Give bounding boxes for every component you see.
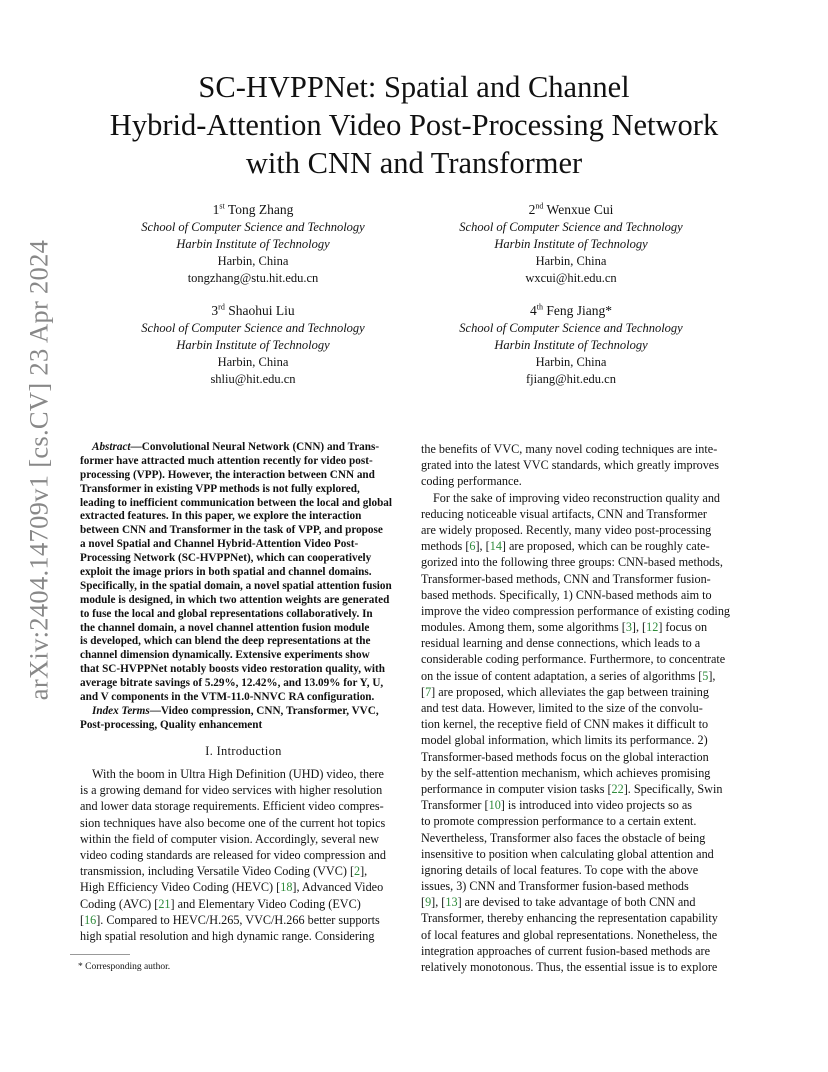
author-dept: School of Computer Science and Technology	[141, 220, 365, 234]
text-line: is a growing demand for video services with higher resolution	[80, 783, 383, 798]
text-line: model global information, which limits its performance. 2)	[421, 733, 708, 748]
author-block	[421, 200, 721, 287]
text-line: considerable coding performance. Furthermore, to concentrate	[421, 652, 726, 667]
text-line: and test data. However, limited to the size of the convolu-	[421, 701, 703, 715]
author-inst: Harbin Institute of Technology	[494, 338, 648, 352]
footnote-rule	[70, 954, 130, 955]
text-line: Nevertheless, Transformer also faces the obstacle of being	[421, 830, 706, 845]
arxiv-sidebar	[14, 239, 64, 701]
text-line: Index Terms—Video compression, CNN, Transformer, VVC,	[92, 704, 379, 717]
text-line: insensitive to position when calculating global attention and	[421, 846, 714, 861]
text-line: former have attracted much attention recently for video post-	[80, 454, 373, 467]
author-block	[421, 301, 721, 388]
text-line: and lower data storage requirements. Efficient video compres-	[80, 799, 384, 814]
text-line: relatively monotonous. Thus, the essential issue is to explore	[421, 960, 718, 974]
footnote: * Corresponding author.	[78, 962, 171, 972]
text-line: of local features and global representations. Nonetheless, the	[421, 927, 718, 942]
text-line: module is designed, in which two attention weights are generated	[80, 593, 390, 606]
title-line: Hybrid-Attention Video Post-Processing Network	[109, 108, 719, 142]
author-city: Harbin, China	[535, 254, 607, 268]
text-line: processing (VPP). However, the interaction between CNN and	[80, 468, 375, 481]
author-block	[103, 200, 403, 287]
text-line: Coding (AVC) [21] and Elementary Video Coding (EVC)	[80, 896, 361, 911]
arxiv-id: arXiv:2404.14709v1 [cs.CV] 23 Apr 2024	[23, 239, 54, 701]
text-line: exploit the image priors in both spatial and channel domains.	[80, 566, 372, 579]
text-line: between CNN and Transformer in the task of VPP, and propose	[80, 524, 383, 537]
text-line: Specifically, in the spatial domain, a novel spatial attention fusion	[80, 579, 392, 592]
intro-text	[80, 766, 407, 944]
author-inst: Harbin Institute of Technology	[176, 338, 330, 352]
text-line: High Efficiency Video Coding (HEVC) [18], Advanced Video	[80, 880, 384, 895]
author-dept: School of Computer Science and Technology	[141, 321, 365, 335]
intro-left-column	[80, 766, 407, 944]
author-dept: School of Computer Science and Technology	[459, 220, 683, 234]
text-line: transmission, including Versatile Video Coding (VVC) [2],	[80, 864, 368, 879]
text-line: modules. Among them, some algorithms [3], [12] focus on	[421, 620, 708, 635]
author-email: tongzhang@stu.hit.edu.cn	[187, 271, 319, 285]
text-line: With the boom in Ultra High Definition (UHD) video, there	[92, 767, 384, 781]
abstract	[80, 441, 407, 733]
text-line: to fuse the local and global representations collaboratively. In	[80, 607, 373, 620]
author-block	[103, 301, 403, 388]
text-line: Post-processing, Quality enhancement	[80, 718, 263, 731]
author-city: Harbin, China	[217, 355, 289, 369]
text-line: leading to inefficient communication between the local and global	[80, 496, 392, 509]
author-inst: Harbin Institute of Technology	[494, 237, 648, 251]
author-email: wxcui@hit.edu.cn	[525, 271, 617, 285]
author-city: Harbin, China	[217, 254, 289, 268]
author-name: 2nd Wenxue Cui	[528, 201, 614, 217]
right-column	[421, 441, 763, 975]
text-line: a novel Spatial and Channel Hybrid-Attention Video Post-	[80, 538, 359, 551]
title-line: with CNN and Transformer	[245, 146, 583, 180]
text-line: based methods. Specifically, 1) CNN-based methods aim to	[421, 587, 712, 602]
text-line: is developed, which can blend the deep representations at the	[80, 635, 371, 648]
text-line: to promote compression performance to a certain extent.	[421, 814, 697, 829]
text-line: average bitrate savings of 5.29%, 12.42%, and 13.09% for Y, U,	[80, 677, 384, 690]
text-line: Transformer-based methods, CNN and Transformer fusion-	[421, 571, 711, 586]
text-line: Transformer in existing VPP methods is not fully explored,	[80, 482, 360, 495]
text-line: For the sake of improving video reconstruction quality and	[433, 490, 721, 505]
text-line: [9], [13] are devised to take advantage of both CNN and	[421, 895, 696, 910]
paper-title	[60, 68, 768, 182]
text-line: by the self-attention mechanism, which achieves promising	[421, 765, 711, 780]
text-line: high spatial resolution and high dynamic range. Considering	[80, 928, 375, 943]
text-line: sion techniques have also become one of the current hot topics	[80, 815, 386, 830]
text-line: video coding standards are released for video compression and	[80, 847, 386, 862]
section-heading: I. Introduction	[205, 744, 282, 758]
text-line: integration approaches of current fusion-based methods are	[421, 943, 711, 958]
text-line: Transformer, thereby enhancing the representation capability	[421, 911, 718, 926]
text-line: [16]. Compared to HEVC/H.265, VVC/H.266 better supports	[80, 912, 380, 927]
text-line: gorized into the following three groups: CNN-based methods,	[421, 555, 723, 570]
text-line: channel dimension dynamically. Extensive experiments show	[80, 649, 370, 662]
text-line: and V components in the VTM-11.0-NNVC RA configuration.	[80, 691, 375, 704]
author-inst: Harbin Institute of Technology	[176, 237, 330, 251]
text-line: reducing noticeable visual artifacts, CNN and Transformer	[421, 506, 707, 521]
author-dept: School of Computer Science and Technology	[459, 321, 683, 335]
text-line: issues, 3) CNN and Transformer fusion-based methods	[421, 879, 689, 894]
text-line: [7] are proposed, which alleviates the gap between training	[421, 684, 709, 699]
author-email: shliu@hit.edu.cn	[210, 372, 296, 386]
text-line: grated into the latest VVC standards, which greatly improves	[421, 458, 719, 473]
text-line: on the issue of content adaptation, a series of algorithms [5],	[421, 668, 716, 683]
text-line: that SC-HVPPNet notably boosts video restoration quality, with	[80, 663, 385, 676]
text-line: the benefits of VVC, many novel coding techniques are inte-	[421, 442, 718, 456]
text-line: the channel domain, a novel channel attention fusion module	[80, 621, 370, 634]
author-name: 1st Tong Zhang	[212, 201, 294, 217]
text-line: within the field of computer vision. Accordingly, several new	[80, 831, 380, 846]
text-line: extracted features. In this paper, we explore the interaction	[80, 510, 362, 523]
right-text	[421, 441, 763, 975]
author-city: Harbin, China	[535, 355, 607, 369]
text-line: improve the video compression performance of existing coding	[421, 603, 731, 618]
text-line: Transformer [10] is introduced into video projects so as	[421, 798, 693, 813]
text-line: methods [6], [14] are proposed, which can be roughly cate-	[421, 539, 710, 554]
text-line: Processing Network (SC-HVPPNet), which can cooperatively	[80, 552, 372, 565]
text-line: Abstract—Convolutional Neural Network (CNN) and Trans-	[92, 441, 380, 453]
title-line: SC-HVPPNet: Spatial and Channel	[198, 70, 630, 104]
author-name: 3rd Shaohui Liu	[211, 302, 295, 318]
author-email: fjiang@hit.edu.cn	[526, 372, 616, 386]
index-terms	[80, 705, 407, 733]
text-line: Transformer-based methods focus on the global interaction	[421, 749, 709, 764]
author-name: 4th Feng Jiang*	[530, 302, 612, 318]
text-line: performance in computer vision tasks [22]. Specifically, Swin	[421, 781, 723, 796]
abstract-text	[80, 441, 407, 705]
text-line: residual learning and dense connections, which leads to a	[421, 636, 701, 651]
text-line: are widely proposed. Recently, many video post-processing	[421, 522, 712, 537]
text-line: coding performance.	[421, 474, 522, 489]
text-line: tion kernel, the receptive field of CNN makes it difficult to	[421, 717, 709, 732]
text-line: ignoring details of local features. To cope with the above	[421, 862, 699, 877]
